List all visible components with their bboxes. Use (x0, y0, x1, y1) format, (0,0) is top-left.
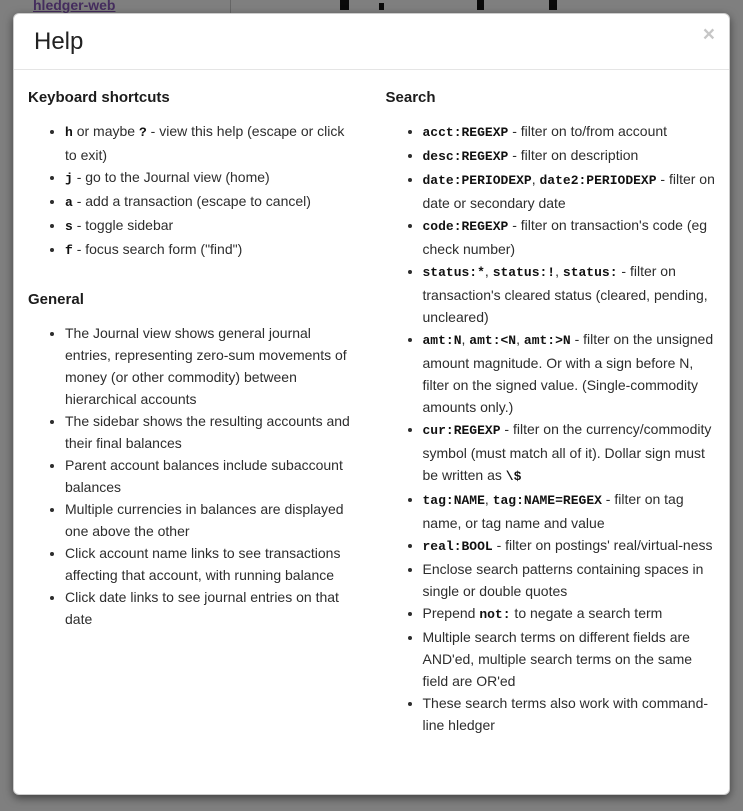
code-term: h (65, 125, 73, 140)
list-item: • h or maybe ? - view this help (escape or click to exit) (65, 120, 358, 166)
list-item: • amt:N, amt:<N, amt:>N - filter on the unsigned amount magnitude. Or with a sign before N, filter on the signed value. (Single-commodity amounts only.) (423, 328, 716, 418)
list-item: • Prepend not: to negate a search term (423, 602, 716, 626)
list-item: • Enclose search patterns containing spaces in single or double quotes (423, 558, 716, 602)
help-modal (13, 13, 730, 795)
code-term: j (65, 171, 73, 186)
list-item: • f - focus search form ("find") (65, 238, 358, 262)
section-list (28, 322, 358, 630)
list-item: • date:PERIODEXP, date2:PERIODEXP - filter on date or secondary date (423, 168, 716, 214)
code-term: f (65, 243, 73, 258)
code-term: a (65, 195, 73, 210)
list-item: • The sidebar shows the resulting accounts and their final balances (65, 410, 358, 454)
code-term: status: (562, 265, 618, 280)
list-item: • Multiple currencies in balances are displayed one above the other (65, 498, 358, 542)
code-term: desc:REGEXP (422, 149, 509, 164)
modal-title: Help (34, 28, 84, 55)
list-item: • cur:REGEXP - filter on the currency/commodity symbol (must match all of it). Dollar sign must be written as \$ (423, 418, 716, 488)
code-term: \$ (505, 469, 522, 484)
list-item: • Click date links to see journal entries on that date (65, 586, 358, 630)
list-item: • code:REGEXP - filter on transaction's code (eg check number) (423, 214, 716, 260)
help-column-right (372, 78, 730, 746)
list-item: • a - add a transaction (escape to cancel) (65, 190, 358, 214)
list-item: • tag:NAME, tag:NAME=REGEX - filter on tag name, or tag name and value (423, 488, 716, 534)
modal-header (14, 14, 729, 70)
list-item: • s - toggle sidebar (65, 214, 358, 238)
code-term: status:! (492, 265, 556, 280)
code-term: status:* (422, 265, 485, 280)
list-item: • Click account name links to see transactions affecting that account, with running balance (65, 542, 358, 586)
modal-body (14, 70, 729, 756)
list-item: • Parent account balances include subaccount balances (65, 454, 358, 498)
section-heading: Keyboard shortcuts (28, 89, 170, 106)
list-item: • The Journal view shows general journal entries, representing zero-sum movements of money (or other commodity) between hierarchical accounts (65, 322, 358, 410)
code-term: not: (479, 607, 511, 622)
code-term: acct:REGEXP (422, 125, 509, 140)
code-term: tag:NAME (422, 493, 485, 508)
code-term: amt:<N (469, 333, 517, 348)
code-term: s (65, 219, 73, 234)
code-term: date2:PERIODEXP (539, 173, 657, 188)
help-column-left (14, 78, 372, 746)
code-term: ? (138, 125, 147, 140)
section-list (386, 120, 716, 736)
close-icon[interactable]: × (702, 23, 715, 46)
list-item: • real:BOOL - filter on postings' real/virtual-ness (423, 534, 716, 558)
list-item: • These search terms also work with command-line hledger (423, 692, 716, 736)
code-term: real:BOOL (422, 539, 493, 554)
list-item: • acct:REGEXP - filter on to/from account (423, 120, 716, 144)
code-term: code:REGEXP (422, 219, 509, 234)
list-item: • j - go to the Journal view (home) (65, 166, 358, 190)
section-list (28, 120, 358, 262)
section-heading: Search (385, 89, 436, 106)
code-term: date:PERIODEXP (422, 173, 532, 188)
code-term: amt:N (422, 333, 462, 348)
section-heading: General (28, 291, 84, 308)
list-item: • status:*, status:!, status: - filter on transaction's cleared status (cleared, pending, uncleared) (423, 260, 716, 328)
list-item: • desc:REGEXP - filter on description (423, 144, 716, 168)
code-term: tag:NAME=REGEX (492, 493, 602, 508)
code-term: amt:>N (523, 333, 571, 348)
code-term: cur:REGEXP (422, 423, 501, 438)
list-item: • Multiple search terms on different fields are AND'ed, multiple search terms on the same field are OR'ed (423, 626, 716, 692)
